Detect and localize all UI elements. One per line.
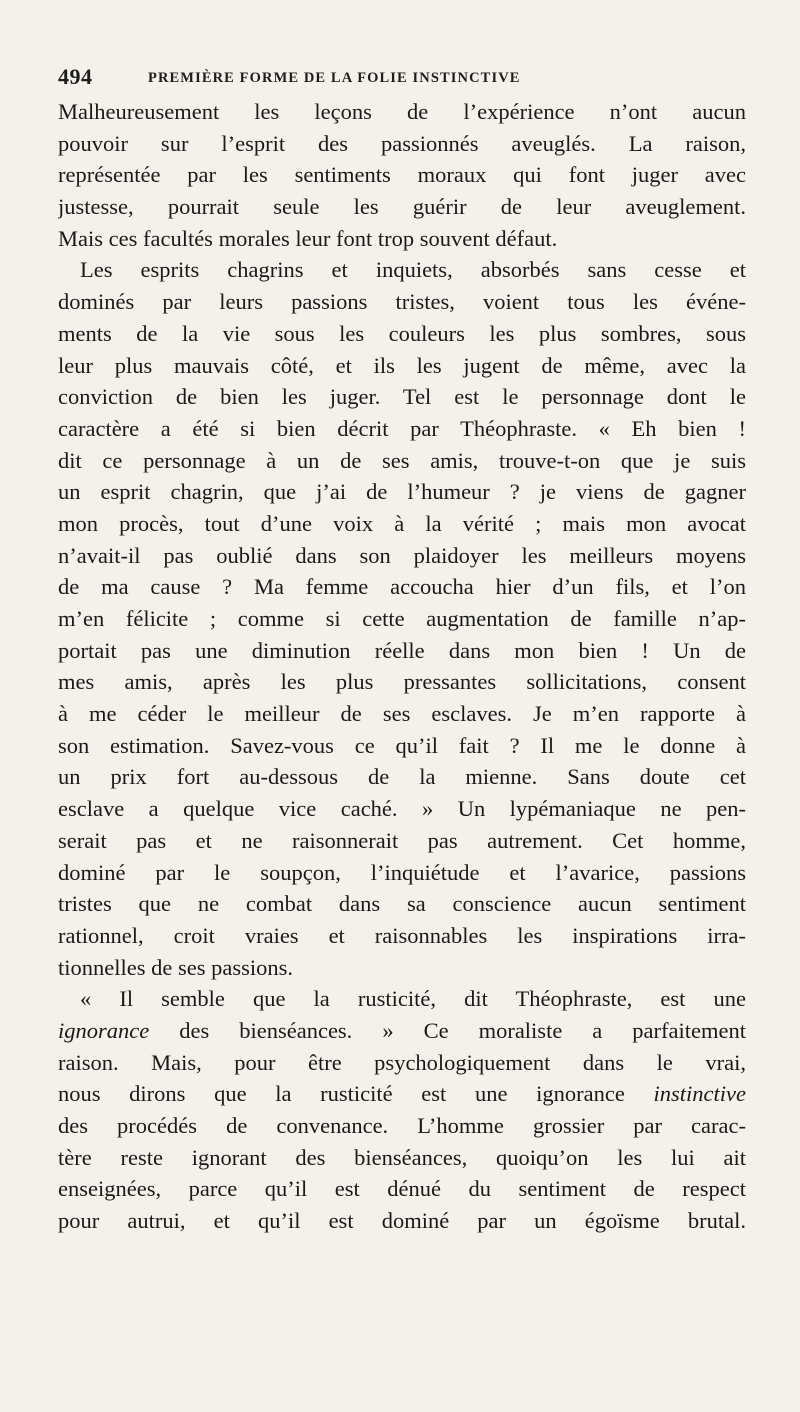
text-line: [58, 413, 746, 445]
text-segment: conviction de bien les juger. Tel est le personnage dont le: [58, 384, 746, 410]
text-line: [58, 603, 746, 635]
text-segment: nous dirons que la rusticité est une ignorance: [58, 1081, 654, 1107]
text-segment: un esprit chagrin, que j’ai de l’humeur ? je viens de gagner: [58, 479, 746, 505]
text-segment: n’avait-il pas oublié dans son plaidoyer les meilleurs moyens: [58, 542, 746, 568]
text-line: [58, 857, 746, 889]
text-line: [58, 1015, 746, 1047]
text-segment: mes amis, après les plus pressantes sollicitations, consent: [58, 669, 746, 695]
text-line: [58, 381, 746, 413]
text-line: [58, 540, 746, 572]
italic-text: ignorance: [58, 1017, 150, 1043]
text-segment: Mais ces facultés morales leur font trop souvent défaut.: [58, 225, 558, 251]
text-line: [58, 825, 746, 857]
text-segment: « Il semble que la rusticité, dit Théophraste, est une: [80, 986, 746, 1012]
text-segment: ments de la vie sous les couleurs les plus sombres, sous: [58, 320, 746, 346]
text-segment: représentée par les sentiments moraux qui font juger avec: [58, 162, 746, 188]
text-segment: enseignées, parce qu’il est dénué du sentiment de respect: [58, 1176, 746, 1202]
text-line: [58, 159, 746, 191]
text-line: [58, 635, 746, 667]
text-line: [58, 983, 746, 1015]
text-line: [58, 476, 746, 508]
text-line: [58, 698, 746, 730]
text-segment: raison. Mais, pour être psychologiquement dans le vrai,: [58, 1049, 746, 1075]
text-line: [58, 96, 746, 128]
text-line: [58, 571, 746, 603]
text-segment: esclave a quelque vice caché. » Un lypémaniaque ne pen-: [58, 796, 746, 822]
text-line: [58, 350, 746, 382]
text-segment: de ma cause ? Ma femme accoucha hier d’un fils, et l’on: [58, 574, 746, 600]
text-segment: tristes que ne combat dans sa conscience aucun sentiment: [58, 891, 746, 917]
text-segment: leur plus mauvais côté, et ils les jugent de même, avec la: [58, 352, 746, 378]
text-line: [58, 666, 746, 698]
text-line: [58, 286, 746, 318]
page-number: 494: [58, 64, 93, 89]
text-line: [58, 254, 746, 286]
text-segment: m’en félicite ; comme si cette augmentation de famille n’ap-: [58, 606, 746, 631]
text-segment: dit ce personnage à un de ses amis, trouve-t-on que je suis: [58, 447, 746, 473]
text-line: [58, 952, 746, 984]
text-segment: justesse, pourrait seule les guérir de leur aveuglement.: [58, 194, 746, 220]
text-line: [58, 1078, 746, 1110]
text-segment: Les esprits chagrins et inquiets, absorbés sans cesse et: [80, 257, 746, 283]
text-segment: pouvoir sur l’esprit des passionnés aveuglés. La raison,: [58, 130, 746, 156]
text-line: [58, 508, 746, 540]
text-segment: dominés par leurs passions tristes, voient tous les événe-: [58, 289, 746, 315]
text-line: [58, 888, 746, 920]
text-line: [58, 793, 746, 825]
text-segment: rationnel, croit vraies et raisonnables les inspirations irra-: [58, 922, 746, 948]
text-segment: caractère a été si bien décrit par Théophraste. « Eh bien !: [58, 415, 746, 441]
text-segment: Malheureusement les leçons de l’expérience n’ont aucun: [58, 99, 746, 124]
text-line: [58, 318, 746, 350]
running-title: PREMIÈRE FORME DE LA FOLIE INSTINCTIVE: [148, 70, 521, 86]
italic-text: instinctive: [653, 1081, 746, 1107]
body-text: [58, 96, 746, 1237]
text-line: [58, 1142, 746, 1174]
text-line: [58, 761, 746, 793]
text-segment: des bienséances. » Ce moraliste a parfaitement: [149, 1017, 746, 1043]
text-segment: à me céder le meilleur de ses esclaves. Je m’en rapporte à: [58, 701, 746, 727]
text-segment: tionnelles de ses passions.: [58, 954, 293, 980]
text-line: [58, 1047, 746, 1079]
running-head: [58, 64, 738, 94]
text-line: [58, 191, 746, 223]
text-segment: pour autrui, et qu’il est dominé par un égoïsme brutal.: [58, 1208, 746, 1234]
text-line: [58, 1110, 746, 1142]
text-line: [58, 920, 746, 952]
text-segment: mon procès, tout d’une voix à la vérité ; mais mon avocat: [58, 510, 746, 536]
text-segment: tère reste ignorant des bienséances, quoiqu’on les lui ait: [58, 1144, 746, 1170]
text-segment: un prix fort au-dessous de la mienne. Sans doute cet: [58, 764, 746, 790]
text-line: [58, 445, 746, 477]
text-segment: des procédés de convenance. L’homme grossier par carac-: [58, 1113, 746, 1138]
text-line: [58, 1173, 746, 1205]
text-line: [58, 128, 746, 160]
text-line: [58, 730, 746, 762]
text-segment: portait pas une diminution réelle dans mon bien ! Un de: [58, 637, 746, 663]
text-line: [58, 223, 746, 255]
text-segment: son estimation. Savez-vous ce qu’il fait ? Il me le donne à: [58, 732, 746, 758]
text-segment: serait pas et ne raisonnerait pas autrement. Cet homme,: [58, 827, 746, 853]
text-line: [58, 1205, 746, 1237]
text-segment: dominé par le soupçon, l’inquiétude et l’avarice, passions: [58, 859, 746, 885]
